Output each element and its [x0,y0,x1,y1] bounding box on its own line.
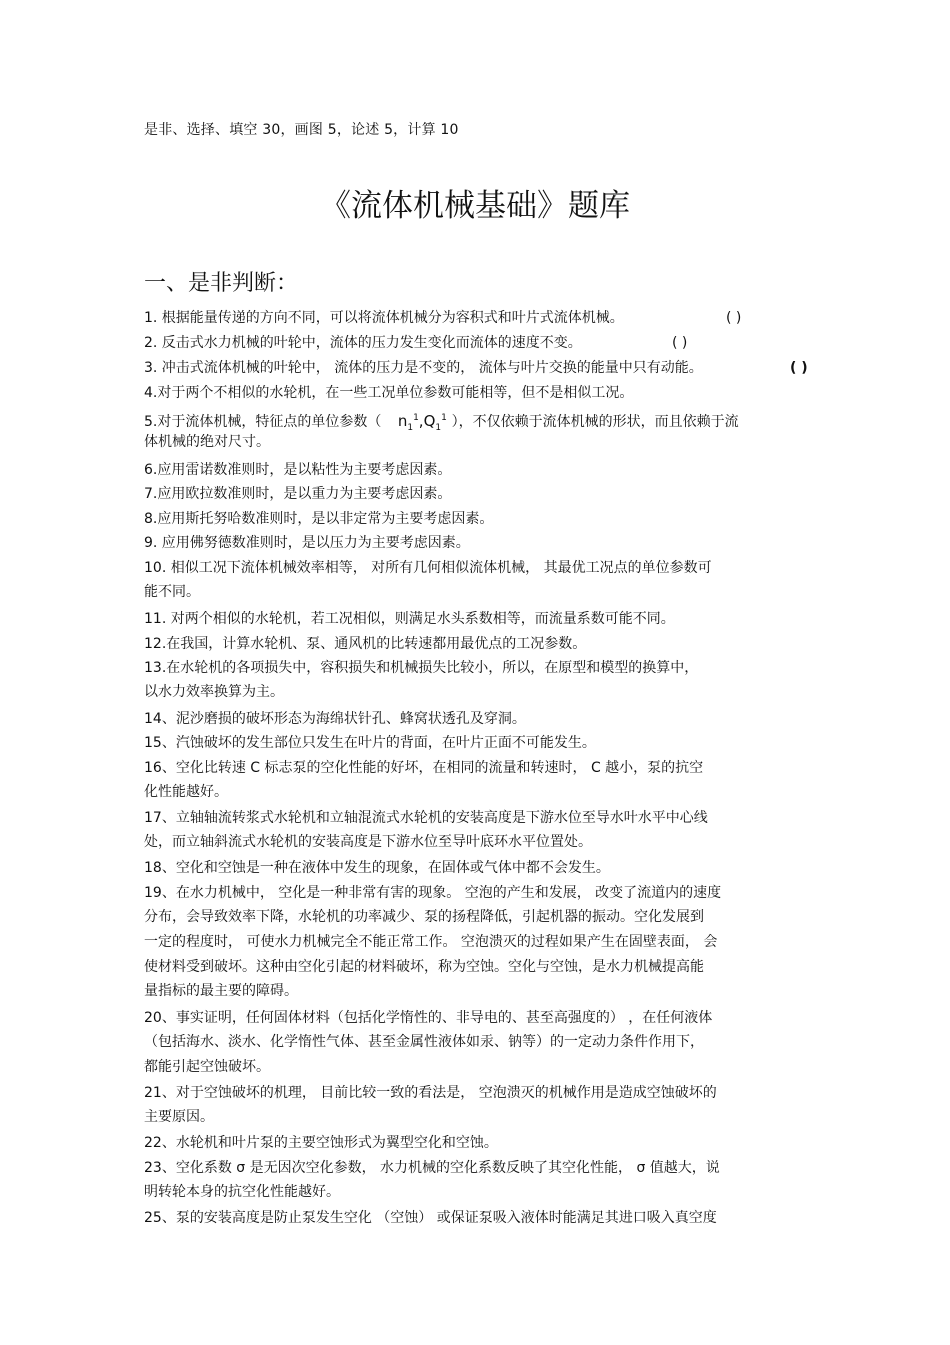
question-line: 以水力效率换算为主。 [144,684,284,700]
question-line: 16、空化比转速 C 标志泵的空化性能的好坏，在相同的流量和转速时， C 越小，泵的抗空 [144,760,704,776]
formula-q: Q [423,412,436,430]
question-line: 18、空化和空蚀是一种在液体中发生的现象，在固体或气体中都不会发生。 [144,860,610,876]
question-line: 化性能越好。 [144,784,228,800]
question-line: （包括海水、淡水、化学惰性气体、甚至金属性液体如汞、钠等）的一定动力条件作用下， [144,1034,704,1050]
question-line: 明转轮本身的抗空化性能越好。 [144,1184,340,1200]
question-line: 12.在我国，计算水轮机、泵、通风机的比转速都用最优点的工况参数。 [144,636,587,652]
question-line: 使材料受到破坏。这种由空化引起的材料破坏，称为空蚀。空化与空蚀，是水力机械提高能 [144,959,704,975]
question-line: 主要原因。 [144,1109,214,1125]
answer-paren: ( ) [726,310,742,326]
question-line: 处，而立轴斜流式水轮机的安装高度是下游水位至导叶底环水平位置处。 [144,834,592,850]
formula-n-subscript: 1 [407,423,414,433]
question-text: 5.对于流体机械，特征点的单位参数（ [144,414,382,430]
question-line: 14、泥沙磨损的破坏形态为海绵状针孔、蜂窝状透孔及穿洞。 [144,711,526,727]
question-line: 2. 反击式水力机械的叶轮中，流体的压力发生变化而流体的速度不变。 [144,335,582,351]
question-line: 体机械的绝对尺寸。 [144,434,270,450]
question-line: 3. 冲击式流体机械的叶轮中， 流体的压力是不变的， 流体与叶片交换的能量中只有动能。 [144,360,703,376]
formula-q-superscript: 1 [441,413,447,423]
question-line: 23、空化系数 σ 是无因次空化参数， 水力机械的空化系数反映了其空化性能， σ 值越大，说 [144,1160,720,1176]
question-line: 11. 对两个相似的水轮机，若工况相似，则满足水头系数相等，而流量系数可能不同。 [144,611,675,627]
section-title: 一、是非判断： [144,271,299,296]
page-title: 《流体机械基础》题库 [320,188,630,224]
question-line: 19、在水力机械中， 空化是一种非常有害的现象。 空泡的产生和发展， 改变了流道内的速度 [144,885,722,901]
formula-q-subscript: 1 [435,423,442,433]
formula-n: n [397,412,408,430]
question-line: 20、事实证明，任何固体材料（包括化学惰性的、非导电的、甚至高强度的） ，在任何液体 [144,1010,713,1026]
question-line: 量指标的最主要的障碍。 [144,983,298,999]
question-line: 15、汽蚀破坏的发生部位只发生在叶片的背面，在叶片正面不可能发生。 [144,735,596,751]
question-line: 都能引起空蚀破坏。 [144,1059,270,1075]
question-line: 4.对于两个不相似的水轮机，在一些工况单位参数可能相等，但不是相似工况。 [144,385,634,401]
exam-score-header: 是非、选择、填空 30，画图 5，论述 5，计算 10 [144,122,459,138]
question-line: 分布，会导致效率下降，水轮机的功率减少、泵的扬程降低，引起机器的振动。空化发展到 [144,909,704,925]
answer-paren: ( ) [790,360,808,376]
question-line: 22、水轮机和叶片泵的主要空蚀形式为翼型空化和空蚀。 [144,1135,498,1151]
question-text: ），不仅依赖于流体机械的形状，而且依赖于流 [451,414,739,430]
question-line: 21、对于空蚀破坏的机理， 目前比较一致的看法是， 空泡溃灭的机械作用是造成空蚀破坏的 [144,1085,717,1101]
question-line: 9. 应用佛努德数准则时，是以压力为主要考虑因素。 [144,535,470,551]
question-line: 10. 相似工况下流体机械效率相等， 对所有几何相似流体机械， 其最优工况点的单位参数可 [144,560,712,576]
question-line: 1. 根据能量传递的方向不同，可以将流体机械分为容积式和叶片式流体机械。 [144,310,624,326]
question-line: 7.应用欧拉数准则时，是以重力为主要考虑因素。 [144,486,452,502]
question-line: 一定的程度时， 可使水力机械完全不能正常工作。 空泡溃灭的过程如果产生在固壁表面， 会 [144,934,718,950]
question-line: 13.在水轮机的各项损失中，容积损失和机械损失比较小，所以，在原型和模型的换算中， [144,660,699,676]
answer-paren: ( ) [672,335,688,351]
question-line: 17、立轴轴流转浆式水轮机和立轴混流式水轮机的安装高度是下游水位至导水叶水平中心线 [144,810,708,826]
question-line: 8.应用斯托努哈数准则时，是以非定常为主要考虑因素。 [144,511,494,527]
formula-n-superscript: 1 [413,413,419,423]
formula-comma: , [418,412,424,430]
question-line: 能不同。 [144,584,200,600]
question-line: 6.应用雷诺数准则时，是以粘性为主要考虑因素。 [144,462,452,478]
unit-parameter-formula [397,412,452,433]
question-line: 25、泵的安装高度是防止泵发生空化 （空蚀） 或保证泵吸入液体时能满足其进口吸入真空度 [144,1210,717,1226]
